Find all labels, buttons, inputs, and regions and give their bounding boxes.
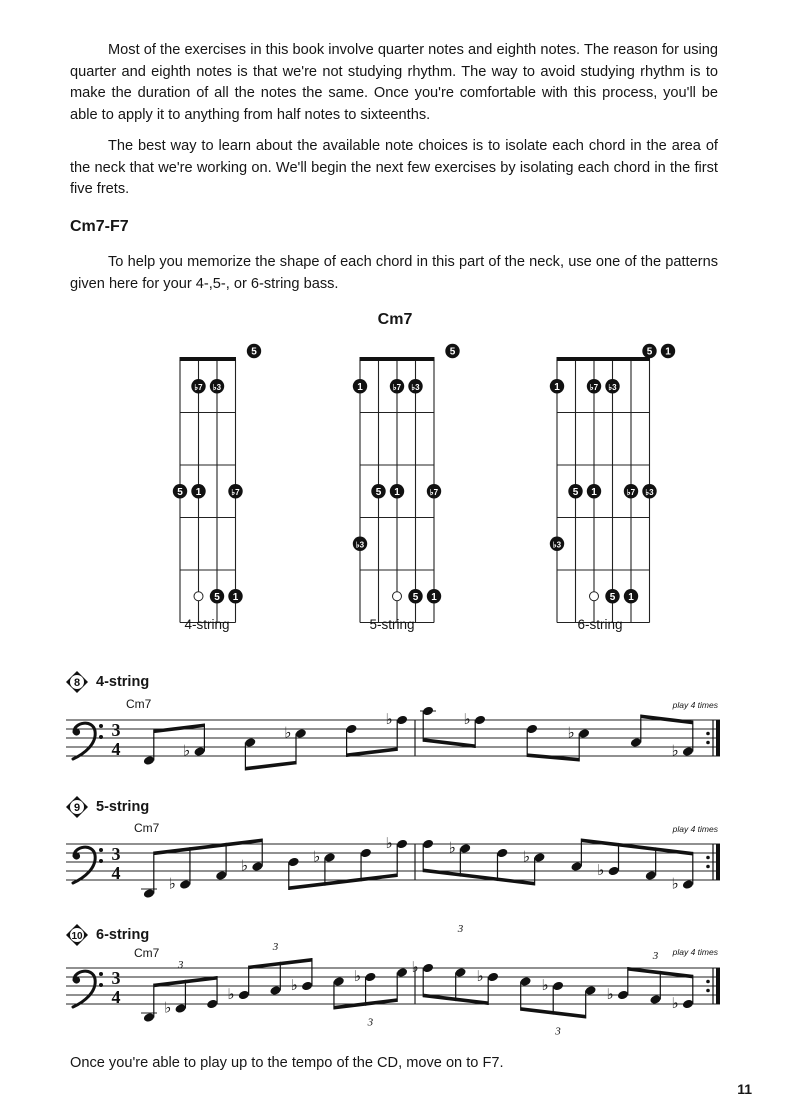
flat-accidental: ♭ — [411, 958, 419, 976]
chord-tone-marker — [247, 344, 261, 358]
chord-tone-label: 1 — [195, 486, 202, 498]
section-paragraph — [70, 252, 718, 295]
exercise-title: 4-string — [96, 673, 150, 690]
open-position-marker — [590, 592, 599, 601]
flat-accidental: ♭ — [567, 723, 575, 742]
flat-accidental: ♭ — [313, 847, 321, 866]
chord-tone-label: 1 — [431, 591, 437, 603]
chord-tone-label: 5 — [251, 346, 257, 358]
closing-text: Once you're able to play up to the tempo of the CD, move on to F7. — [70, 1055, 504, 1071]
chord-tone-label: 1 — [665, 346, 671, 358]
note-beam — [245, 761, 296, 771]
chord-diagram-5-string — [340, 340, 456, 603]
chord-tone-label: 5 — [646, 346, 653, 358]
flat-accidental: ♭ — [463, 710, 471, 728]
chord-tone-marker — [390, 379, 404, 393]
intro-paragraph-2-text: The best way to learn about the available note choices is to isolate each chord in the area of the neck that we're working on. We'll begin the next few exercises by isolating each chord in the first five frets. — [70, 138, 718, 197]
flat-accidental: ♭ — [227, 985, 235, 1003]
chord-tone-marker — [568, 484, 582, 498]
chord-tone-marker — [642, 344, 656, 358]
chord-tone-marker — [550, 379, 564, 393]
chord-tone-marker — [191, 484, 205, 498]
chord-tone-marker — [605, 589, 619, 603]
exercise-8-staff — [64, 690, 724, 790]
chord-tone-label: 1 — [591, 486, 597, 498]
intro-paragraph-1 — [70, 40, 718, 126]
flat-accidental: ♭ — [284, 723, 292, 742]
open-position-marker — [194, 592, 203, 601]
chord-tone-label: ♭3 — [552, 540, 562, 550]
time-signature-bottom: 4 — [111, 739, 121, 759]
flat-accidental: ♭ — [671, 874, 679, 893]
chord-tone-label: 1 — [357, 381, 363, 393]
chord-tone-label: 5 — [449, 346, 456, 358]
chord-diagram-4-string — [160, 340, 270, 603]
time-signature-top: 3 — [111, 720, 121, 740]
fretboard-nut — [557, 357, 651, 361]
exercise-9-staff — [64, 814, 724, 914]
chord-tone-label: ♭7 — [194, 382, 203, 392]
chord-tone-label: 5 — [609, 591, 616, 603]
note-beam — [641, 715, 693, 725]
flat-accidental: ♭ — [385, 834, 393, 852]
chord-tone-marker — [427, 484, 441, 498]
chord-tone-marker — [173, 484, 187, 498]
chord-tone-marker — [445, 344, 459, 358]
exercise-10-repeat-instruction: play 4 times — [672, 947, 718, 957]
time-signature-bottom: 4 — [111, 863, 121, 883]
flat-accidental: ♭ — [541, 976, 549, 994]
chord-tone-marker — [427, 589, 441, 603]
chord-tone-marker — [408, 589, 422, 603]
exercise-number: 8 — [73, 677, 81, 689]
note-beam — [527, 753, 579, 761]
chord-tone-label: ♭3 — [355, 540, 365, 550]
chord-tone-marker — [642, 484, 656, 498]
chord-tone-marker — [228, 484, 242, 498]
flat-accidental: ♭ — [522, 847, 530, 866]
chord-tone-marker — [210, 379, 224, 393]
chord-tone-marker — [587, 379, 601, 393]
chord-tone-marker — [210, 589, 224, 603]
chord-tone-marker — [605, 379, 619, 393]
exercise-number: 9 — [73, 802, 81, 814]
time-signature-top: 3 — [111, 968, 121, 988]
tuplet-number: 3 — [177, 959, 184, 971]
tuplet-number: 3 — [457, 923, 464, 935]
tuplet-number: 3 — [272, 941, 279, 953]
chord-tone-marker — [371, 484, 385, 498]
exercise-8-chord-symbol: Cm7 — [126, 697, 152, 711]
section-paragraph-text: To help you memorize the shape of each chord in this part of the neck, use one of the patterns given here for your 4-,5-, or 6-string bass. — [70, 254, 718, 292]
section-heading: Cm7-F7 — [70, 218, 129, 235]
chord-tone-label: 1 — [628, 591, 634, 603]
flat-accidental: ♭ — [240, 856, 248, 875]
flat-accidental: ♭ — [353, 967, 361, 985]
exercise-title: 5-string — [96, 798, 150, 815]
tuplet-number: 3 — [367, 1016, 374, 1029]
exercise-9-repeat-instruction: play 4 times — [672, 824, 718, 834]
time-signature-top: 3 — [111, 844, 121, 864]
flat-accidental: ♭ — [168, 874, 176, 893]
flat-accidental: ♭ — [290, 976, 298, 994]
flat-accidental: ♭ — [183, 741, 191, 760]
chord-tone-label: 1 — [232, 591, 239, 603]
chord-tone-marker — [624, 589, 638, 603]
open-position-marker — [393, 592, 402, 601]
page-number: 11 — [737, 1081, 752, 1097]
chord-tone-label: ♭7 — [429, 487, 439, 497]
diagram-label-5-string: 5-string — [369, 617, 415, 632]
flat-accidental: ♭ — [385, 710, 393, 728]
note-beam — [154, 724, 205, 734]
chord-tone-marker — [587, 484, 601, 498]
flat-accidental: ♭ — [671, 994, 679, 1012]
exercise-number: 10 — [71, 931, 83, 942]
chord-tone-label: 5 — [177, 486, 183, 498]
chord-tone-label: 1 — [554, 381, 560, 393]
chord-tone-marker — [408, 379, 422, 393]
chord-tone-marker — [191, 379, 205, 393]
diagram-label-6-string: 6-string — [577, 617, 623, 632]
chord-diagram-6-string — [537, 340, 671, 603]
exercise-10-chord-symbol: Cm7 — [134, 946, 160, 960]
chord-tone-label: 5 — [412, 591, 419, 603]
chord-tone-marker — [624, 484, 638, 498]
chord-tone-label: 5 — [214, 591, 220, 603]
chord-tone-label: ♭3 — [608, 382, 617, 392]
chord-tone-label: ♭7 — [626, 487, 636, 497]
fretboard-nut — [180, 357, 237, 361]
chord-tone-label: 5 — [375, 486, 382, 498]
chord-tone-marker — [550, 537, 564, 551]
exercise-9-chord-symbol: Cm7 — [134, 821, 160, 835]
chord-tone-label: ♭3 — [212, 382, 222, 392]
note-beam — [289, 873, 397, 890]
chord-tone-label: ♭7 — [589, 382, 599, 392]
chord-title: Cm7 — [377, 311, 413, 328]
diagram-label-4-string: 4-string — [184, 617, 230, 632]
chord-tone-label: ♭7 — [231, 487, 240, 497]
exercise-title: 6-string — [96, 926, 150, 943]
flat-accidental: ♭ — [448, 838, 456, 857]
chord-tone-label: ♭3 — [645, 487, 654, 497]
intro-paragraph-2 — [70, 136, 718, 201]
chord-tone-label: ♭7 — [392, 382, 402, 392]
chord-tone-marker — [390, 484, 404, 498]
chord-tone-marker — [661, 344, 675, 358]
tuplet-number: 3 — [555, 1025, 561, 1038]
chord-tone-label: ♭3 — [411, 382, 420, 392]
tuplet-number: 3 — [652, 950, 659, 962]
chord-tone-label: 5 — [572, 486, 579, 498]
exercise-8-repeat-instruction: play 4 times — [672, 700, 718, 710]
flat-accidental: ♭ — [164, 998, 172, 1017]
chord-tone-marker — [353, 537, 367, 551]
fretboard-nut — [360, 357, 435, 361]
flat-accidental: ♭ — [476, 967, 484, 985]
time-signature-bottom: 4 — [111, 987, 121, 1007]
chord-tone-marker — [353, 379, 367, 393]
chord-tone-marker — [228, 589, 242, 603]
flat-accidental: ♭ — [606, 985, 614, 1003]
flat-accidental: ♭ — [671, 741, 679, 760]
flat-accidental: ♭ — [597, 861, 605, 879]
intro-paragraph-1-text: Most of the exercises in this book involve quarter notes and eighth notes. The reason for using quarter and eighth notes is that we're not studying rhythm. The way to avoid studying rhythm is to make the duration of all the notes the same. Once you're comfortable with this process, you'll be able to apply it to anything from half notes to sixteenths. — [70, 42, 718, 123]
chord-tone-label: 1 — [394, 486, 400, 498]
